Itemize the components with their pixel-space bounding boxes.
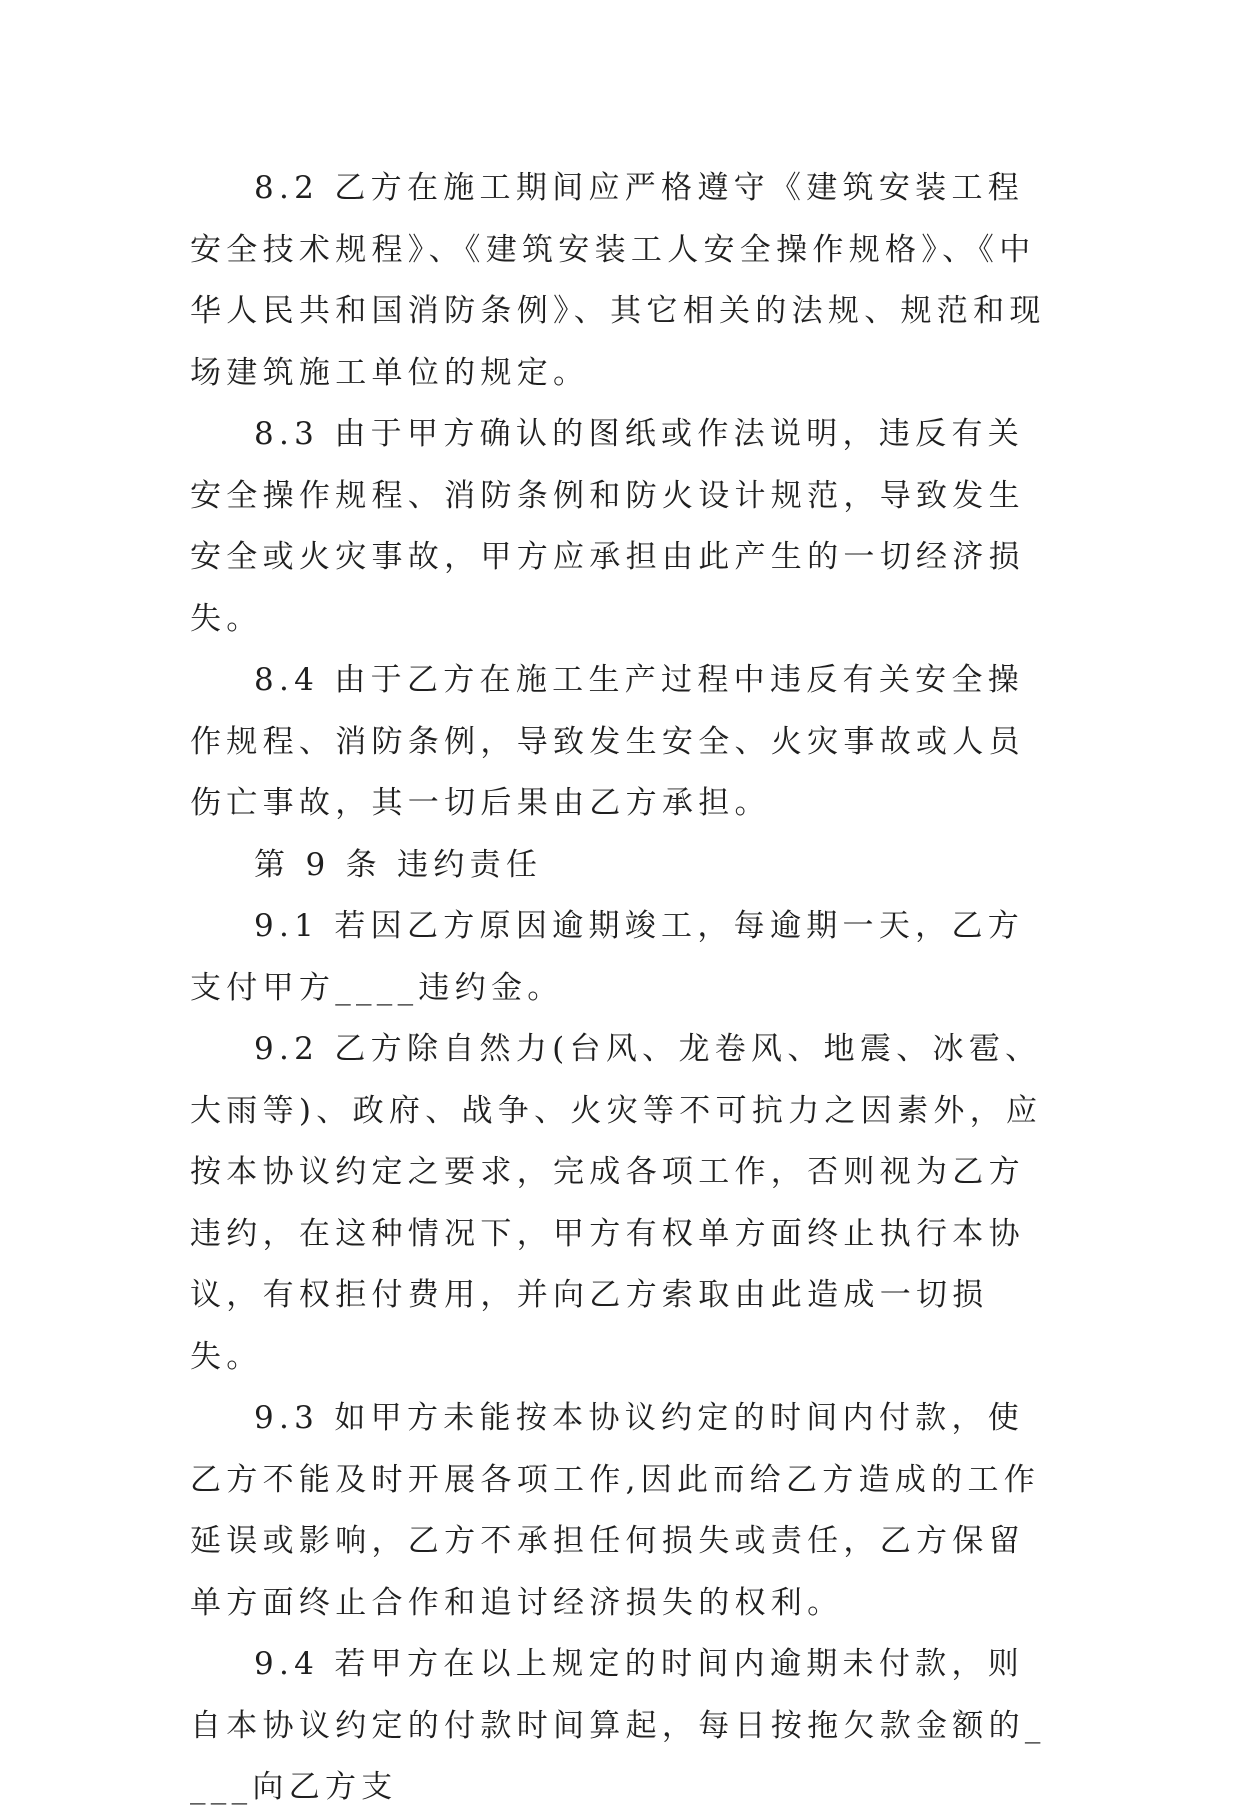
clause-8-4: 8.4 由于乙方在施工生产过程中违反有关安全操作规程、消防条例，导致发生安全、火灾事故或人员伤亡事故，其一切后果由乙方承担。 xyxy=(190,662,1025,821)
clause-8-3: 8.3 由于甲方确认的图纸或作法说明，违反有关安全操作规程、消防条例和防火设计规范，导致发生安全或火灾事故，甲方应承担由此产生的一切经济损失。 xyxy=(190,416,1025,637)
article-9-heading: 第 9 条 违约责任 xyxy=(254,846,543,883)
contract-text xyxy=(190,158,1060,1819)
clause-9-4: 9.4 若甲方在以上规定的时间内逾期未付款，则自本协议约定的付款时间算起，每日按拖欠款金额的____向乙方支 xyxy=(190,1646,1046,1805)
clause-9-1: 9.1 若因乙方原因逾期竣工，每逾期一天，乙方支付甲方____违约金。 xyxy=(190,908,1025,1006)
clause-8-2: 8.2 乙方在施工期间应严格遵守《建筑安装工程安全技术规程》、《建筑安装工人安全操作规格》、《中华人民共和国消防条例》、其它相关的法规、规范和现场建筑施工单位的规定。 xyxy=(190,170,1046,391)
clause-9-3: 9.3 如甲方未能按本协议约定的时间内付款，使乙方不能及时开展各项工作,因此而给乙方造成的工作延误或影响，乙方不承担任何损失或责任，乙方保留单方面终止合作和追讨经济损失的权利。 xyxy=(190,1400,1041,1621)
clause-9-2: 9.2 乙方除自然力(台风、龙卷风、地震、冰雹、大雨等)、政府、战争、火灾等不可抗力之因素外，应按本协议约定之要求，完成各项工作，否则视为乙方违约，在这种情况下，甲方有权单方面终止执行本协议，有权拒付费用，并向乙方索取由此造成一切损失。 xyxy=(190,1031,1043,1375)
